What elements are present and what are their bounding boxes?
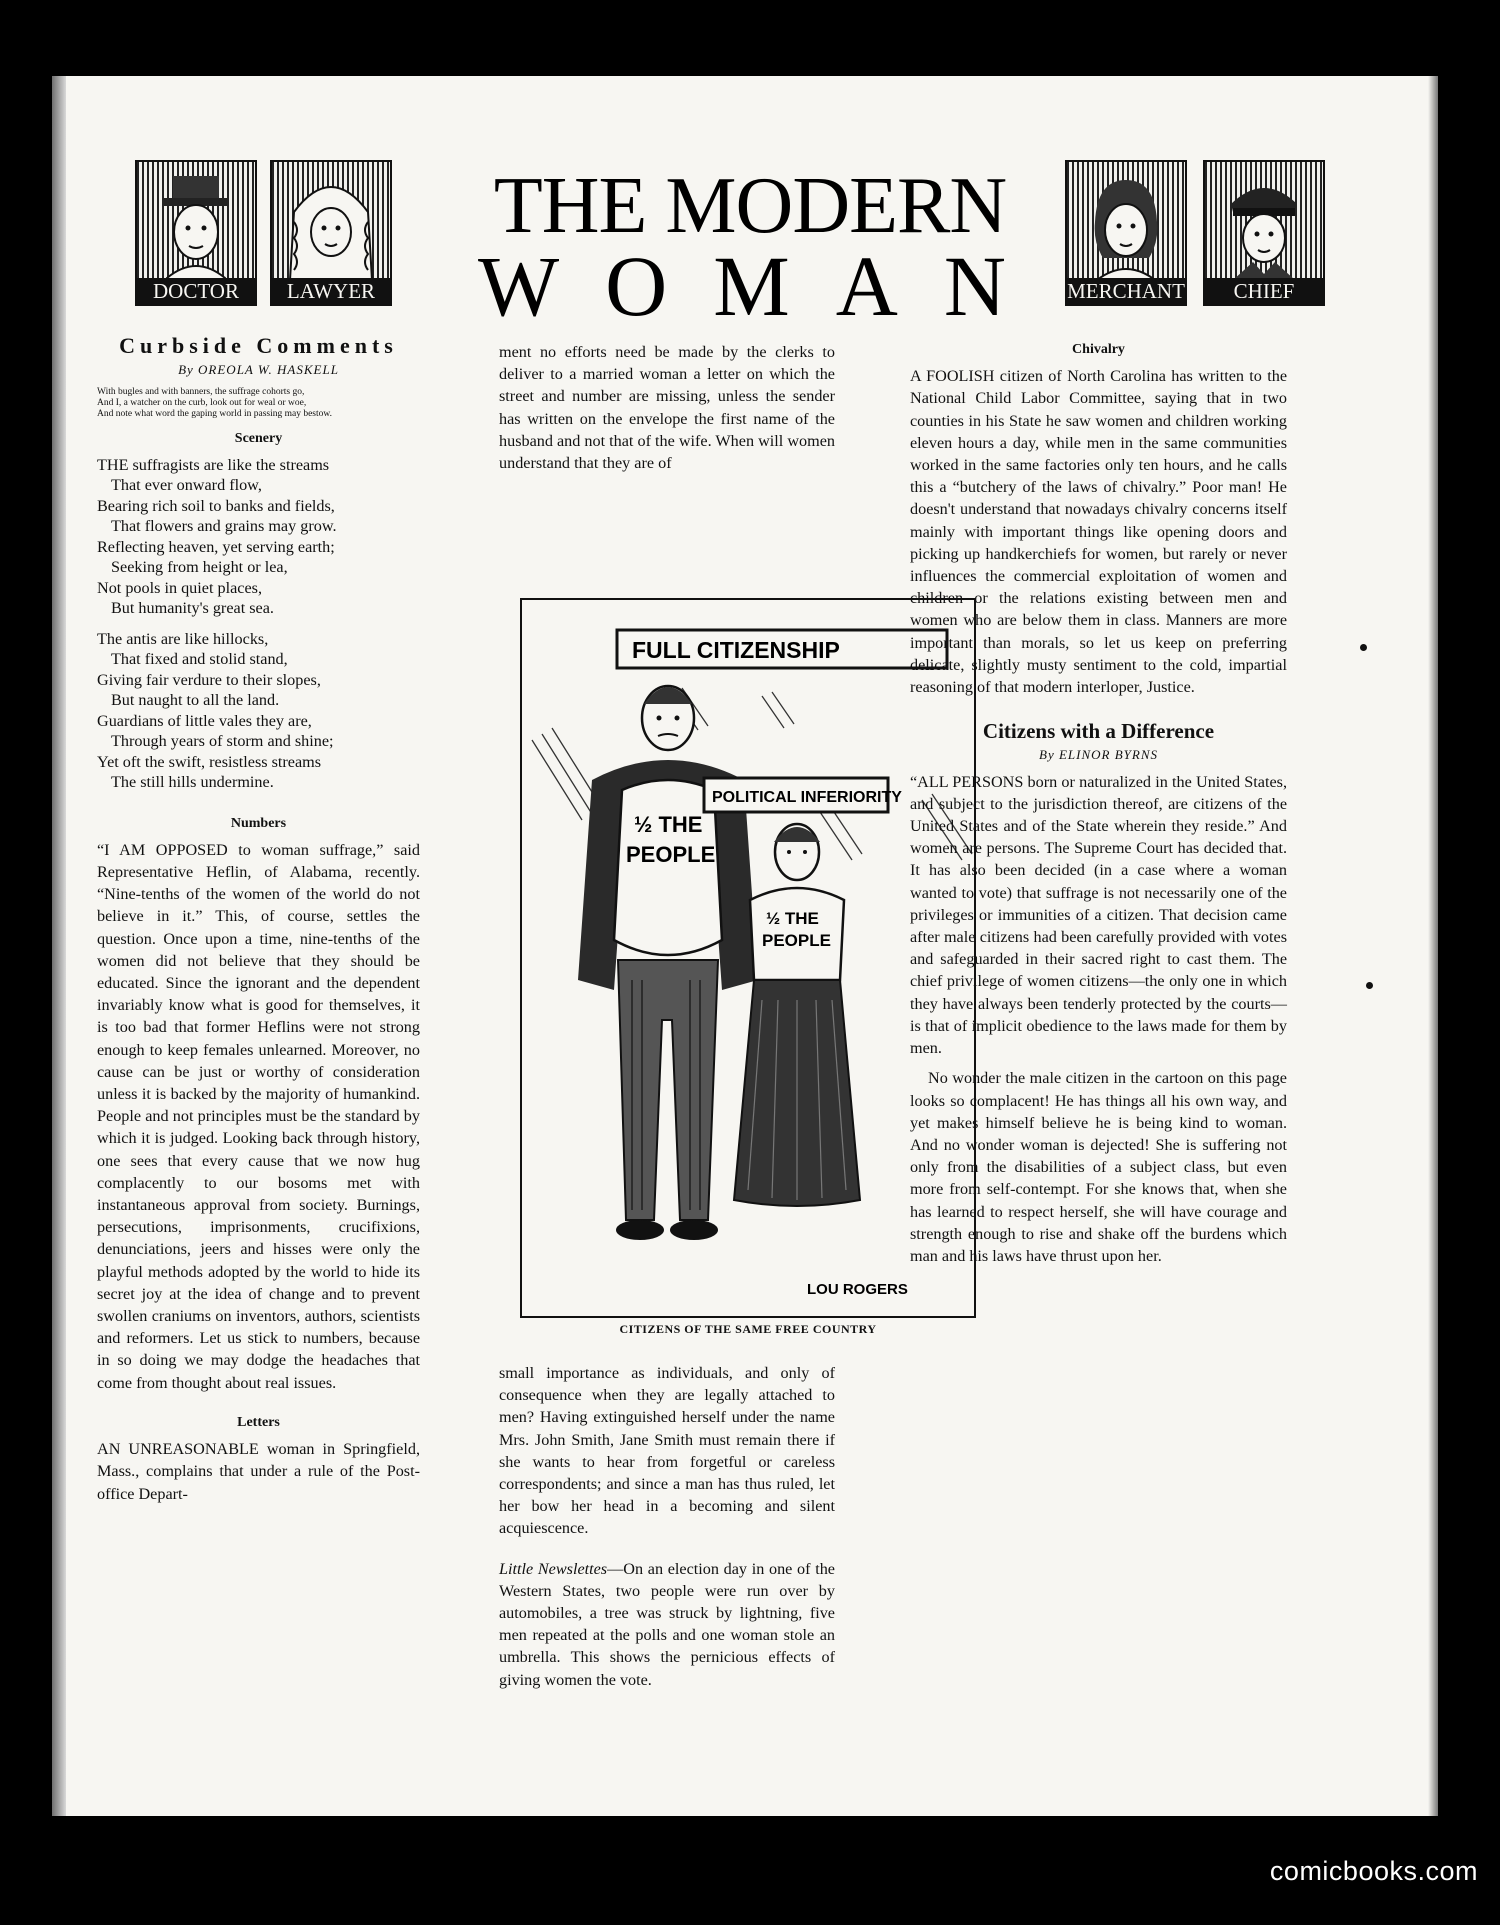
poem-line: Reflecting heaven, yet serving earth;: [97, 537, 335, 556]
poem-line: That flowers and grains may grow.: [111, 517, 337, 536]
newslettes-label: Little Newslettes: [499, 1559, 608, 1578]
masthead-banner: [135, 160, 1325, 334]
page-edge: [1428, 76, 1438, 1816]
poem-line: Giving fair verdure to their slopes,: [97, 670, 321, 689]
poem-line: That fixed and stolid stand,: [111, 650, 288, 669]
poem-line: The still hills undermine.: [111, 773, 274, 792]
scenery-subhead: Scenery: [234, 431, 283, 447]
column-2-top: [499, 341, 835, 474]
site-watermark: comicbooks.com: [1269, 1856, 1478, 1886]
poem-line: Seeking from height or lea,: [111, 558, 288, 577]
poem-line: But humanity's great sea.: [111, 599, 274, 618]
title-line-2: WOMAN: [478, 238, 1052, 334]
margin-speck: [1360, 644, 1367, 651]
citizens-byline: By ELINOR BYRNS: [1039, 747, 1158, 763]
poem-line: Not pools in quiet places,: [97, 578, 262, 597]
cartoon-caption: CITIZENS OF THE SAME FREE COUNTRY: [619, 1322, 877, 1336]
woman-figure: [734, 824, 860, 1206]
masthead-title: [390, 162, 1110, 334]
chief-portrait: [1203, 160, 1325, 306]
letters-paragraph-continued: ment no efforts need be made by the clerks to deliver to a married woman a letter on which the street and number are missing, unless the sender has written on the envelope the first name of the husband and not that of the wife. When will women understand that they are of: [499, 343, 835, 473]
column-3: [910, 331, 1287, 1267]
column-1: [97, 331, 420, 1505]
woman-shirt-text-1: ½ THE: [766, 909, 819, 928]
margin-speck: [1366, 982, 1373, 989]
doctor-portrait: [135, 160, 257, 306]
cartoon-drawing: [522, 600, 974, 1316]
poem-line: THE suffragists are like the streams: [97, 455, 330, 474]
poem-line: Yet oft the swift, resistless streams: [97, 752, 322, 771]
letters-paragraph-end: small importance as individuals, and only of consequence when they are legally attached to men? Having extinguished herself under the name Mrs. John Smith, Jane Smith must remain there if she wants to hear from forgetful or careless correspondents; and since a man has thus ruled, let her bow her head in a becoming and silent acquiescence.: [499, 1364, 835, 1538]
man-shirt-text-1: ½ THE: [634, 812, 703, 837]
chivalry-subhead: Chivalry: [1072, 342, 1125, 357]
portrait-label: DOCTOR: [137, 278, 255, 304]
epigraph-line: And I, a watcher on the curb, look out for weal or woe,: [97, 398, 307, 409]
sign-full-citizenship: FULL CITIZENSHIP: [632, 637, 840, 663]
citizens-paragraph-2: No wonder the male citizen in the cartoon on this page looks so complacent! He has things all his own way, and yet makes himself believe he is being kind to woman. And no wonder woman is dejected! She is suffering not only from the disabilities of a subject class, but even more from self-contempt. For she knows that, when she has learned to respect herself, she will have courage and strength enough to rise and shake off the burdens which man and his laws have thrust upon her.: [910, 1069, 1287, 1265]
epigraph-line: And note what word the gaping world in passing may bestow.: [97, 409, 332, 420]
letters-paragraph-start: AN UNREASONABLE woman in Springfield, Mass., complains that under a rule of the Post-office Depart-: [97, 1440, 420, 1503]
epigraph-line: With bugles and with banners, the suffrage cohorts go,: [97, 387, 305, 398]
man-figure: [578, 686, 758, 1240]
poem-line: But naught to all the land.: [111, 691, 280, 710]
poem-line: Bearing rich soil to banks and fields,: [97, 496, 335, 515]
scenery-poem: [97, 455, 420, 793]
woman-shirt-text-2: PEOPLE: [762, 931, 831, 950]
curbside-heading: Curbside Comments: [119, 333, 398, 358]
poem-line: Through years of storm and shine;: [111, 732, 334, 751]
chivalry-paragraph: A FOOLISH citizen of North Carolina has written to the National Child Labor Committee, saying that in two counties in his State he saw women and children working eleven hours a day, while men in the same communities worked in the same factories only ten hours, and he calls this a “butchery of the laws of chivalry.” Poor man! He doesn't understand that nowadays chivalry concerns itself mainly with important things like opening doors and picking up handkerchiefs for women, but rarely or never influences the commercial exploitation of women and children or the relations existing between men and women who are below them in class. Manners are more important than morals, so let us keep on preferring delicate, slightly musty sentiment to the cold, impartial reasoning of that modern interloper, Justice.: [910, 367, 1287, 697]
poem-line: That ever onward flow,: [111, 476, 262, 495]
numbers-subhead: Numbers: [230, 815, 287, 831]
letters-subhead: Letters: [237, 1414, 280, 1430]
curbside-epigraph: [97, 387, 420, 420]
man-shirt-text-2: PEOPLE: [626, 842, 716, 867]
cartoon-illustration: [520, 598, 976, 1318]
poem-line: Guardians of little vales they are,: [97, 711, 312, 730]
citizens-heading: Citizens with a Difference: [982, 719, 1215, 744]
newslettes-paragraph: [499, 1558, 835, 1691]
page-spine: [52, 76, 66, 1816]
portrait-label: LAWYER: [272, 278, 390, 304]
newslettes-text: —On an election day in one of the Western States, two people were run over by automobiles, a tree was struck by lightning, five men repeated at the polls and one woman stole an umbrella. This shows the pernicious effects of giving women the vote.: [499, 1559, 835, 1689]
curbside-byline: By OREOLA W. HASKELL: [178, 362, 339, 378]
citizens-paragraph-1: “ALL PERSONS born or naturalized in the United States, and subject to the jurisdiction thereof, are citizens of the United States and of the State wherein they reside.” And women are persons. The Supreme Court has decided that. It has also been decided (in a case where a woman wanted to vote) that suffrage is not necessarily one of the privileges or immunities of a citizen. That decision came after male citizens had been carefully provided with votes and safeguarded in their sacred right to cast them. The chief privilege of women citizens—the only one in which they have always been tenderly protected by the courts—is that of implicit obedience to the laws made for them by men.: [910, 772, 1287, 1058]
portrait-label: CHIEF: [1205, 278, 1323, 304]
sign-political-inferiority: POLITICAL INFERIORITY: [712, 789, 902, 806]
portrait-label: MERCHANT: [1067, 279, 1185, 303]
numbers-paragraph: “I AM OPPOSED to woman suffrage,” said Representative Heflin, of Alabama, recently. “Nine-tenths of the women of the world do not believe in it.” This, of course, settles the question. Once upon a time, nine-tenths of the women did not believe that they should be educated. Since the ignorant and the dependent invariably know what is good for themselves, it is too bad that former Heflins were not strong enough to keep females unlearned. Moreover, no cause can be just or worthy of consideration unless it is backed by the majority of humankind. People and not principles must be the standard by which it is judged. Looking back through history, one sees that every cause that we now hug complacently to our bosoms met with instantaneous approval from society. Burnings, persecutions, imprisonments, crucifixions, denunciations, jeers and hisses were only the playful methods adopted by the world to hide its secret joy at the idea of change and to prevent swollen craniums on inventors, authors, scientists and reformers. Let us stick to numbers, because in so doing we may dodge the headaches that come from thought about real issues.: [97, 840, 420, 1392]
poem-line: The antis are like hillocks,: [97, 629, 269, 648]
artist-signature: LOU ROGERS: [807, 1281, 908, 1298]
magazine-page: [52, 76, 1438, 1816]
lawyer-portrait: [270, 160, 392, 306]
title-line-1: THE MODERN: [493, 162, 1007, 250]
column-2-bottom: [499, 1362, 835, 1691]
